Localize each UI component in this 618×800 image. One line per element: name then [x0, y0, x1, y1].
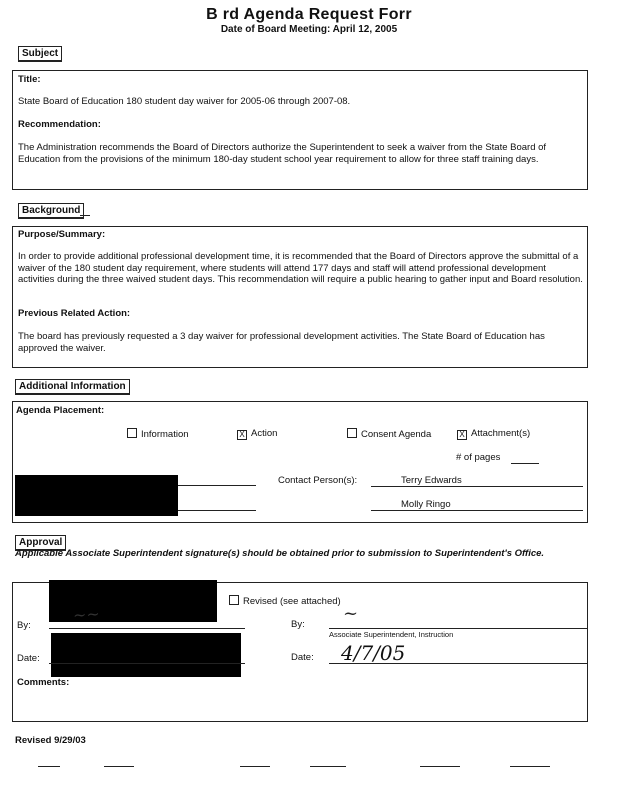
option-action[interactable]: X Action [237, 428, 277, 440]
recommendation-text: The Administration recommends the Board of Directors authorize the Superintendent to seek a waiver from the State Board of Education from the provisions of the minimum 180-day student school year requirement to allow for three staff training days. [18, 142, 547, 165]
title-label: Title: [18, 74, 41, 85]
approval-tab: Approval [15, 535, 66, 551]
option-attachments[interactable]: X Attachment(s) [457, 428, 530, 440]
redaction-block [51, 633, 241, 677]
option-consent-agenda[interactable]: Consent Agenda [347, 428, 431, 440]
information-checkbox[interactable] [127, 428, 137, 438]
attachments-checkbox[interactable]: X [457, 430, 467, 440]
title-text: State Board of Education 180 student day waiver for 2005-06 through 2007-08. [18, 96, 351, 107]
pages-label: # of pages [456, 452, 501, 463]
meeting-date: Date of Board Meeting: April 12, 2005 [220, 24, 398, 35]
signature-right: ~ [343, 603, 359, 624]
agenda-placement-label: Agenda Placement: [16, 405, 105, 416]
additional-info-tab: Additional Information [15, 379, 130, 395]
form-title: B rd Agenda Request Forr [206, 6, 412, 23]
by-label-left: By: [17, 620, 31, 631]
signature-left: ~~ [72, 604, 101, 625]
option-information[interactable]: Information [127, 428, 189, 440]
background-box [12, 226, 588, 368]
by-label-right: By: [291, 619, 305, 630]
previous-action-label: Previous Related Action: [18, 308, 131, 319]
date-line-left[interactable] [49, 663, 245, 664]
subject-tab: Subject [18, 46, 62, 62]
approval-box [12, 582, 588, 722]
consent-agenda-checkbox[interactable] [347, 428, 357, 438]
signer-title-right: Associate Superintendent, Instruction [329, 630, 454, 639]
date-label-right: Date: [291, 652, 314, 663]
pages-field[interactable] [511, 463, 539, 464]
revised-date: Revised 9/29/03 [15, 735, 86, 746]
date-line-right[interactable] [329, 663, 587, 664]
subject-box [12, 70, 588, 190]
redaction-block [15, 475, 178, 516]
comments-label: Comments: [17, 677, 70, 688]
date-label-left: Date: [17, 653, 40, 664]
date-value-right: 4/7/05 [341, 641, 406, 665]
contact-person-1: Terry Edwards [401, 475, 462, 486]
purpose-text: In order to provide additional professional development time, it is recommended that the Board of Directors approve the submittal of a waiver of the 180 student day requirement, where students will attend 177 days and staff will attend professional development activities during the three waived student days. This recommendation will require a public hearing to gather input and Board resolution. [18, 251, 583, 285]
contact-person-2: Molly Ringo [401, 499, 451, 510]
recommendation-label: Recommendation: [18, 119, 101, 130]
purpose-label: Purpose/Summary: [18, 229, 106, 240]
revised-option[interactable]: Revised (see attached) [229, 595, 341, 607]
contact-persons-label: Contact Person(s): [278, 475, 358, 486]
previous-action-text: The board has previously requested a 3 day waiver for professional development activities. The State Board of Education has approved the waiver. [18, 331, 545, 354]
approval-note: Applicable Associate Superintendent signature(s) should be obtained prior to submission to Superintendent's Office. [15, 548, 545, 559]
action-checkbox[interactable]: X [237, 430, 247, 440]
additional-info-box [12, 401, 588, 523]
revised-checkbox[interactable] [229, 595, 239, 605]
signature-line-left[interactable] [49, 628, 245, 629]
signature-line-right[interactable] [329, 628, 587, 629]
background-tab: Background [18, 203, 84, 219]
